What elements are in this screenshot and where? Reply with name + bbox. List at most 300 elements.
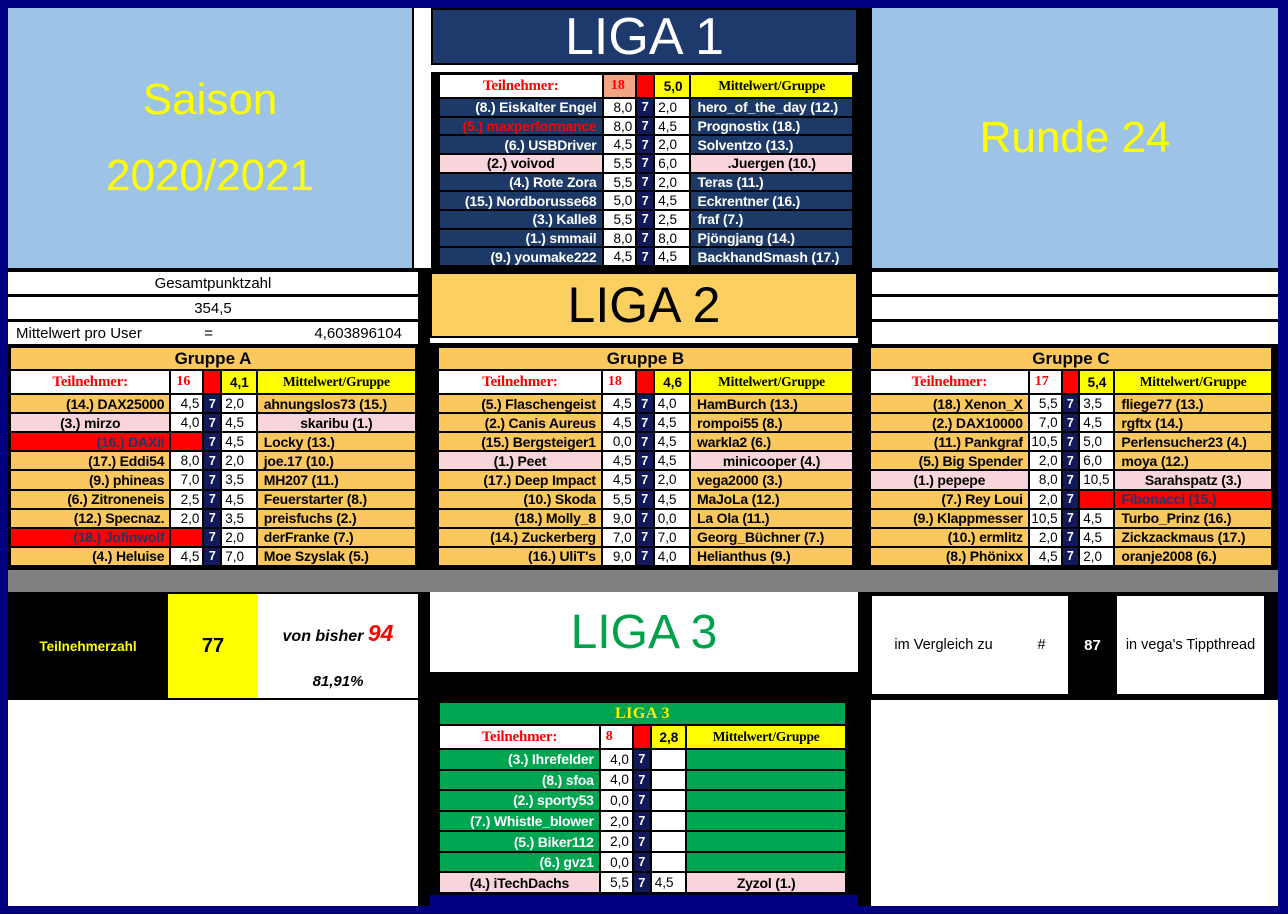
match-row: [440, 248, 852, 265]
match-row: [440, 771, 845, 790]
player-right: vega2000 (3.): [691, 471, 852, 488]
score-left: 4,5: [603, 414, 635, 431]
score-right: 4,5: [655, 414, 689, 431]
score-right: 4,5: [222, 491, 256, 508]
matchday-separator: 7: [637, 452, 653, 469]
match-row: [871, 471, 1271, 488]
score-left: 4,5: [604, 136, 636, 153]
score-left: 8,0: [171, 452, 202, 469]
player-left: (7.) Rey Loui: [871, 491, 1028, 508]
match-row: [439, 491, 852, 508]
player-right: rompoi55 (8.): [691, 414, 852, 431]
match-row: [871, 529, 1271, 546]
player-left: (8.) Phönixx: [871, 548, 1028, 565]
match-row: [440, 211, 852, 228]
match-row: [440, 230, 852, 247]
player-left: (4.) Rote Zora: [440, 174, 602, 191]
matchday-separator: 7: [1063, 471, 1079, 488]
score-right: 2,0: [222, 529, 256, 546]
score-left: 4,0: [601, 771, 632, 790]
score-right: [652, 853, 686, 872]
teilnehmer-count: 16: [171, 371, 202, 393]
matchday-separator: 7: [1063, 452, 1079, 469]
match-row: [440, 853, 845, 872]
match-row: [11, 529, 415, 546]
player-right: ahnungslos73 (15.): [258, 395, 415, 412]
player-right: Sarahspatz (3.): [1115, 471, 1271, 488]
player-right: moya (12.): [1115, 452, 1271, 469]
matchday-separator: 7: [1063, 433, 1079, 450]
round-label: Runde 24: [979, 112, 1171, 162]
group-title-bar: Gruppe A: [11, 348, 415, 369]
matchday-separator: 7: [634, 750, 650, 769]
group-average: 4,6: [655, 371, 689, 393]
matchday-separator: 7: [637, 99, 653, 116]
score-right: 4,0: [655, 548, 689, 565]
player-left: (3.) Kalle8: [440, 211, 602, 228]
liga1-table: [437, 72, 855, 268]
matchday-separator: 7: [204, 433, 220, 450]
season-box: [8, 8, 412, 268]
matchday-separator: 7: [634, 832, 650, 851]
player-right: Perlensucher23 (4.): [1115, 433, 1271, 450]
score-right: 4,5: [652, 873, 686, 892]
score-right: 2,0: [655, 99, 689, 116]
gesamtpunktzahl-label: Gesamtpunktzahl: [8, 272, 418, 294]
score-left: 5,5: [601, 873, 632, 892]
match-row: [440, 192, 852, 209]
mittelwert-gruppe-label: Mittelwert/Gruppe: [691, 75, 852, 97]
score-left: 2,0: [171, 510, 202, 527]
liga3-banner: [430, 592, 858, 672]
match-row: [871, 491, 1271, 508]
score-left: 2,0: [601, 832, 632, 851]
player-left: (4.) iTechDachs: [440, 873, 599, 892]
score-left: 8,0: [604, 118, 636, 135]
player-right: HamBurch (13.): [691, 395, 852, 412]
score-left: 0,0: [601, 791, 632, 810]
score-left: 7,0: [603, 529, 635, 546]
teilnehmer-count: 18: [603, 371, 635, 393]
bottom-left-empty: [8, 700, 418, 906]
player-right: [687, 832, 845, 851]
score-right: 0,0: [655, 510, 689, 527]
teilnehmer-label: Teilnehmer:: [440, 726, 599, 748]
match-row: [11, 414, 415, 431]
round-box: [872, 8, 1278, 268]
player-right: Feuerstarter (8.): [258, 491, 415, 508]
match-row: [440, 174, 852, 191]
vergleich-value: 87: [1068, 596, 1117, 694]
player-left: (1.) smmail: [440, 230, 602, 247]
score-right: [652, 791, 686, 810]
teilnehmer-count: 17: [1030, 371, 1061, 393]
liga1-banner: [431, 8, 858, 65]
player-right: [687, 750, 845, 769]
player-left: (16.) UliT's: [439, 548, 601, 565]
player-right: skaribu (1.): [258, 414, 415, 431]
score-right: 3,5: [1080, 395, 1113, 412]
vergleich-cell: [872, 596, 1068, 694]
player-left: (2.) sporty53: [440, 791, 599, 810]
score-left: 7,0: [171, 471, 202, 488]
player-left: (7.) Whistle_blower: [440, 812, 599, 831]
score-left: 5,5: [1030, 395, 1061, 412]
player-left: (6.) gvz1: [440, 853, 599, 872]
header-separator: [637, 75, 653, 97]
liga2-banner: [430, 272, 858, 338]
gesamtpunktzahl-value: 354,5: [8, 297, 418, 319]
matchday-separator: 7: [1063, 395, 1079, 412]
player-right: BackhandSmash (17.): [691, 248, 852, 265]
score-right: 4,5: [655, 248, 689, 265]
player-left: (11.) Pankgraf: [871, 433, 1028, 450]
group-title-bar: LIGA 3: [440, 703, 845, 724]
mittelwert-row: [8, 322, 418, 344]
score-left: 2,0: [1030, 529, 1061, 546]
match-row: [439, 548, 852, 565]
score-left: 4,0: [601, 750, 632, 769]
player-right: La Ola (11.): [691, 510, 852, 527]
player-right: warkla2 (6.): [691, 433, 852, 450]
score-right: 4,5: [655, 118, 689, 135]
score-left: 10,5: [1030, 510, 1061, 527]
score-left: 9,0: [603, 510, 635, 527]
liga2-banner-underline: [430, 338, 858, 343]
player-right: Zickzackmaus (17.): [1115, 529, 1271, 546]
group-average: 4,1: [222, 371, 256, 393]
matchday-separator: 7: [637, 510, 653, 527]
teilnehmerzahl-label: Teilnehmerzahl: [8, 594, 168, 698]
matchday-separator: 7: [634, 771, 650, 790]
score-right: 4,0: [655, 395, 689, 412]
score-left: 4,0: [171, 414, 202, 431]
matchday-separator: 7: [637, 471, 653, 488]
score-left: 7,0: [1030, 414, 1061, 431]
score-left: 0,0: [601, 853, 632, 872]
player-right: minicooper (4.): [691, 452, 852, 469]
match-row: [440, 791, 845, 810]
mittelwert-user-label: Mittelwert pro User: [16, 324, 142, 342]
score-left: [171, 433, 202, 450]
mittelwert-gruppe-label: Mittelwert/Gruppe: [1115, 371, 1271, 393]
match-row: [439, 414, 852, 431]
score-left: 4,5: [603, 395, 635, 412]
player-right: rgftx (14.): [1115, 414, 1271, 431]
player-right: Helianthus (9.): [691, 548, 852, 565]
matchday-separator: 7: [634, 791, 650, 810]
matchday-separator: 7: [637, 248, 653, 265]
group-average: 2,8: [652, 726, 686, 748]
player-left: (2.) Canis Aureus: [439, 414, 601, 431]
match-row: [439, 433, 852, 450]
empty-row: [872, 297, 1278, 319]
matchday-separator: 7: [204, 395, 220, 412]
summary-left: [8, 272, 418, 344]
player-right: oranje2008 (6.): [1115, 548, 1271, 565]
score-left: 2,0: [601, 812, 632, 831]
score-left: 2,5: [171, 491, 202, 508]
teilnehmerzahl-count: 77: [168, 594, 258, 698]
score-right: 2,0: [655, 174, 689, 191]
mittelwert-gruppe-label: Mittelwert/Gruppe: [687, 726, 845, 748]
score-right: [652, 812, 686, 831]
matchday-separator: 7: [204, 510, 220, 527]
matchday-separator: 7: [637, 491, 653, 508]
score-right: 2,0: [655, 136, 689, 153]
score-left: 5,0: [604, 192, 636, 209]
match-row: [440, 136, 852, 153]
score-right: 6,0: [1080, 452, 1113, 469]
header-separator: [634, 726, 650, 748]
matchday-separator: 7: [634, 853, 650, 872]
score-right: 4,5: [1080, 510, 1113, 527]
player-left: (9.) phineas: [11, 471, 169, 488]
grey-divider: [8, 570, 1278, 592]
player-right: Eckrentner (16.): [691, 192, 852, 209]
matchday-separator: 7: [1063, 414, 1079, 431]
score-right: 4,5: [655, 491, 689, 508]
score-right: 7,0: [655, 529, 689, 546]
match-row: [439, 529, 852, 546]
liga3-table: [437, 700, 848, 895]
teilnehmer-count: 18: [604, 75, 636, 97]
player-right: [687, 771, 845, 790]
liga3-footer-strip: [430, 895, 858, 908]
match-row: [871, 414, 1271, 431]
player-left: (6.) Zitroneneis: [11, 491, 169, 508]
player-right: .Juergen (10.): [691, 155, 852, 172]
matchday-separator: 7: [637, 529, 653, 546]
player-right: Georg_Büchner (7.): [691, 529, 852, 546]
player-left: (8.) sfoa: [440, 771, 599, 790]
table-header-row: [440, 75, 852, 97]
player-right: fliege77 (13.): [1115, 395, 1271, 412]
match-row: [11, 395, 415, 412]
vergleich-label: im Vergleich zu: [894, 637, 993, 653]
player-left: (12.) Specnaz.: [11, 510, 169, 527]
player-left: (18.) Molly_8: [439, 510, 601, 527]
score-left: 8,0: [604, 99, 636, 116]
player-left: (10.) Skoda: [439, 491, 601, 508]
player-right: Fibonacci (15.): [1115, 491, 1271, 508]
group-title-bar: Gruppe C: [871, 348, 1271, 369]
player-right: MaJoLa (12.): [691, 491, 852, 508]
percent-value: 81,91%: [312, 673, 364, 690]
player-right: Moe Szyslak (5.): [258, 548, 415, 565]
score-left: 4,5: [604, 248, 636, 265]
von-bisher-value: 94: [367, 620, 394, 646]
score-right: 2,5: [655, 211, 689, 228]
score-right: 2,0: [222, 395, 256, 412]
matchday-separator: 7: [637, 136, 653, 153]
matchday-separator: 7: [1063, 529, 1079, 546]
matchday-separator: 7: [1063, 491, 1079, 508]
player-left: (4.) Heluise: [11, 548, 169, 565]
match-row: [439, 471, 852, 488]
group-title-bar: Gruppe B: [439, 348, 852, 369]
score-right: 2,0: [222, 452, 256, 469]
matchday-separator: 7: [634, 873, 650, 892]
player-left: (6.) USBDriver: [440, 136, 602, 153]
liga3-title: LIGA 3: [570, 605, 718, 659]
bottom-right-empty: [871, 700, 1278, 908]
matchday-separator: 7: [637, 155, 653, 172]
score-right: 3,5: [222, 471, 256, 488]
player-left: (1.) Peet: [439, 452, 601, 469]
score-right: 4,5: [222, 433, 256, 450]
matchday-separator: 7: [1063, 510, 1079, 527]
score-right: 4,5: [655, 192, 689, 209]
player-right: Pjöngjang (14.): [691, 230, 852, 247]
match-row: [11, 548, 415, 565]
player-right: Solventzo (13.): [691, 136, 852, 153]
matchday-separator: 7: [204, 414, 220, 431]
match-row: [440, 99, 852, 116]
score-right: 4,5: [1080, 414, 1113, 431]
match-row: [11, 471, 415, 488]
liga2-title: LIGA 2: [567, 277, 721, 333]
liga1-banner-underline: [431, 65, 858, 72]
matchday-separator: 7: [637, 395, 653, 412]
matchday-separator: 7: [204, 491, 220, 508]
score-left: 10,5: [1030, 433, 1061, 450]
matchday-separator: 7: [637, 230, 653, 247]
score-left: 9,0: [603, 548, 635, 565]
match-row: [11, 510, 415, 527]
season-line2: 2020/2021: [106, 151, 314, 200]
player-right: joe.17 (10.): [258, 452, 415, 469]
hash-sign: #: [1037, 637, 1046, 653]
season-line1: Saison: [142, 74, 278, 124]
score-left: 4,5: [171, 395, 202, 412]
matchday-separator: 7: [634, 812, 650, 831]
score-right: 4,5: [1080, 529, 1113, 546]
player-right: fraf (7.): [691, 211, 852, 228]
match-row: [440, 118, 852, 135]
group-average: 5,4: [1080, 371, 1113, 393]
table-header-row: [11, 371, 415, 393]
match-row: [871, 395, 1271, 412]
player-right: [687, 791, 845, 810]
player-left: (5.) Flaschengeist: [439, 395, 601, 412]
matchday-separator: 7: [1063, 548, 1079, 565]
score-left: 2,0: [1030, 491, 1061, 508]
player-left: (18.) Xenon_X: [871, 395, 1028, 412]
mittelwert-gruppe-label: Mittelwert/Gruppe: [691, 371, 852, 393]
matchday-separator: 7: [637, 211, 653, 228]
player-right: derFranke (7.): [258, 529, 415, 546]
player-right: hero_of_the_day (12.): [691, 99, 852, 116]
equals-sign: =: [204, 324, 214, 342]
score-left: 4,5: [603, 471, 635, 488]
empty-row: [872, 272, 1278, 294]
score-right: 3,5: [222, 510, 256, 527]
score-left: 8,0: [604, 230, 636, 247]
gruppe-a-table: [8, 345, 418, 568]
score-left: 5,5: [603, 491, 635, 508]
player-left: (10.) ermlitz: [871, 529, 1028, 546]
player-left: (1.) pepepe: [871, 471, 1028, 488]
player-right: [687, 812, 845, 831]
player-right: Turbo_Prinz (16.): [1115, 510, 1271, 527]
header-separator: [637, 371, 653, 393]
matchday-separator: 7: [637, 548, 653, 565]
teilnehmer-label: Teilnehmer:: [11, 371, 169, 393]
player-left: (5.) Big Spender: [871, 452, 1028, 469]
liga1-title: LIGA 1: [565, 7, 724, 66]
thread-label: in vega's Tippthread: [1117, 596, 1264, 694]
group-average: 5,0: [655, 75, 689, 97]
matchday-separator: 7: [637, 192, 653, 209]
matchday-separator: 7: [204, 529, 220, 546]
player-left: (2.) voivod: [440, 155, 602, 172]
match-row: [11, 452, 415, 469]
score-right: [652, 750, 686, 769]
player-left: (14.) DAX25000: [11, 395, 169, 412]
score-right: 5,0: [1080, 433, 1113, 450]
von-bisher-label: von bisher: [282, 628, 364, 645]
matchday-separator: 7: [204, 471, 220, 488]
score-left: 5,5: [604, 155, 636, 172]
player-left: (15.) Bergsteiger1: [439, 433, 601, 450]
gap-column-left: [414, 8, 431, 268]
match-row: [440, 155, 852, 172]
teilnehmer-label: Teilnehmer:: [440, 75, 602, 97]
match-row: [440, 812, 845, 831]
score-left: 4,5: [1030, 548, 1061, 565]
score-right: 10,5: [1080, 471, 1113, 488]
matchday-separator: 7: [204, 548, 220, 565]
player-left: (3.) Ihrefelder: [440, 750, 599, 769]
match-row: [439, 395, 852, 412]
score-left: 5,5: [604, 211, 636, 228]
match-row: [439, 452, 852, 469]
mittelwert-gruppe-label: Mittelwert/Gruppe: [258, 371, 415, 393]
matchday-separator: 7: [637, 118, 653, 135]
player-left: (8.) Eiskalter Engel: [440, 99, 602, 116]
table-header-row: [440, 726, 845, 748]
score-left: 8,0: [1030, 471, 1061, 488]
score-right: [652, 771, 686, 790]
player-right: MH207 (11.): [258, 471, 415, 488]
player-left: (14.) Zuckerberg: [439, 529, 601, 546]
von-bisher-line: [283, 620, 394, 647]
score-left: 4,5: [603, 452, 635, 469]
matchday-separator: 7: [637, 433, 653, 450]
teilnehmer-label: Teilnehmer:: [871, 371, 1028, 393]
score-right: 4,5: [655, 433, 689, 450]
score-right: 4,5: [222, 414, 256, 431]
table-header-row: [871, 371, 1271, 393]
score-right: 2,0: [1080, 548, 1113, 565]
match-row: [11, 491, 415, 508]
match-row: [871, 548, 1271, 565]
player-left: (2.) DAX10000: [871, 414, 1028, 431]
player-right: Locky (13.): [258, 433, 415, 450]
player-right: Prognostix (18.): [691, 118, 852, 135]
match-row: [11, 433, 415, 450]
player-left: (3.) mirzo: [11, 414, 169, 431]
match-row: [440, 750, 845, 769]
score-left: 2,0: [1030, 452, 1061, 469]
mittelwert-user-value: 4,603896104: [314, 324, 402, 342]
match-row: [871, 510, 1271, 527]
header-separator: [1063, 371, 1079, 393]
score-right: 8,0: [655, 230, 689, 247]
header-separator: [204, 371, 220, 393]
table-header-row: [439, 371, 852, 393]
